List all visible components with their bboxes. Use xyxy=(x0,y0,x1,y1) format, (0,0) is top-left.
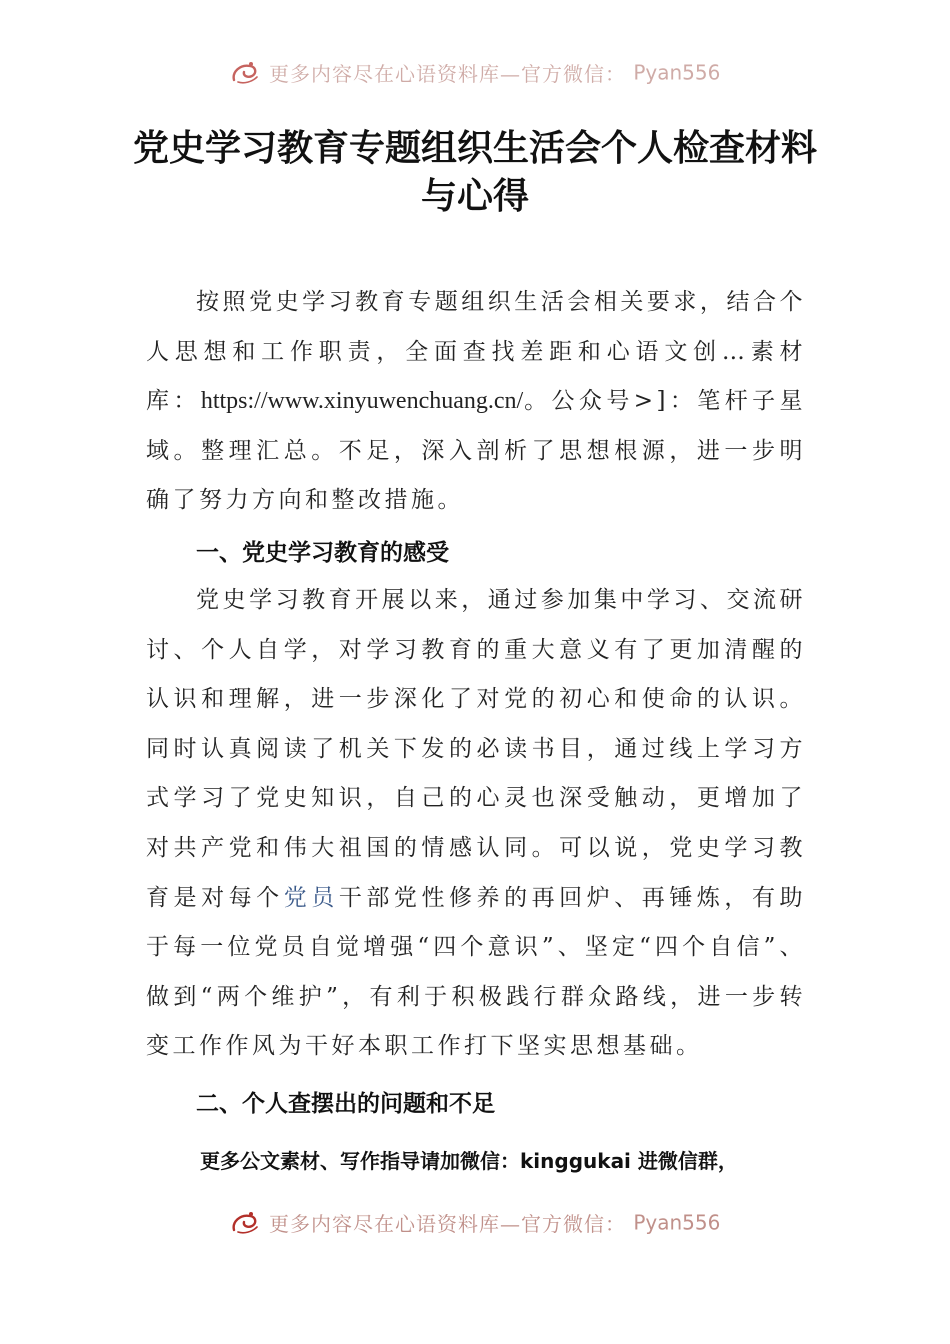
intro-text-after-url: 。公众号>]：笔杆子星域。整理汇总。不足，深入剖析了思想根源，进一步明确了努力方向和整改措施。 xyxy=(146,388,806,514)
swirl-logo-icon xyxy=(230,60,260,86)
party-member-link[interactable]: 党员 xyxy=(283,884,339,911)
document-title: 党史学习教育专题组织生活会个人检查材料与心得 xyxy=(132,127,817,217)
intro-text-before-url: 按照党史学习教育专题组织生活会相关要求，结合个人思想和工作职责，全面查找差距和心语文创…素材库： xyxy=(146,289,806,415)
section-heading-2: 二、个人查摆出的问题和不足 xyxy=(196,1091,495,1117)
swirl-logo-icon xyxy=(230,1210,260,1236)
watermark-text: 更多内容尽在心语资料库—官方微信： xyxy=(268,1212,626,1236)
intro-paragraph xyxy=(146,278,806,526)
section1-text-part2: 干部党性修养的再回炉、再锤炼，有助于每一位党员自觉增强“四个意识”、坚定“四个自信”、做到“两个维护”，有利于积极践行群众路线，进一步转变工作作风为干好本职工作打下坚实思想基础。 xyxy=(146,884,807,1060)
intro-url[interactable]: https://www.xinyuwenchuang.cn/ xyxy=(200,388,524,415)
section1-text-part1: 党史学习教育开展以来，通过参加集中学习、交流研讨、个人自学，对学习教育的重大意义有了更加清醒的认识和理解，进一步深化了对党的初心和使命的认识。同时认真阅读了机关下发的必读书目，通过线上学习方式学习了党史知识，自己的心灵也深受触动，更增加了对共产党和伟大祖国的情感认同。可以说，党史学习教育是对每个 xyxy=(146,587,806,911)
watermark-footer xyxy=(0,1208,950,1237)
watermark-header xyxy=(0,58,950,87)
promo-line: 更多公文素材、写作指导请加微信：kinggukai 进微信群， xyxy=(200,1149,738,1173)
section-heading-1: 一、党史学习教育的感受 xyxy=(196,540,449,566)
watermark-text: 更多内容尽在心语资料库—官方微信： xyxy=(268,62,626,86)
section1-paragraph xyxy=(146,576,806,1072)
watermark-handle: Pyan556 xyxy=(633,1210,721,1235)
watermark-handle: Pyan556 xyxy=(633,60,721,85)
